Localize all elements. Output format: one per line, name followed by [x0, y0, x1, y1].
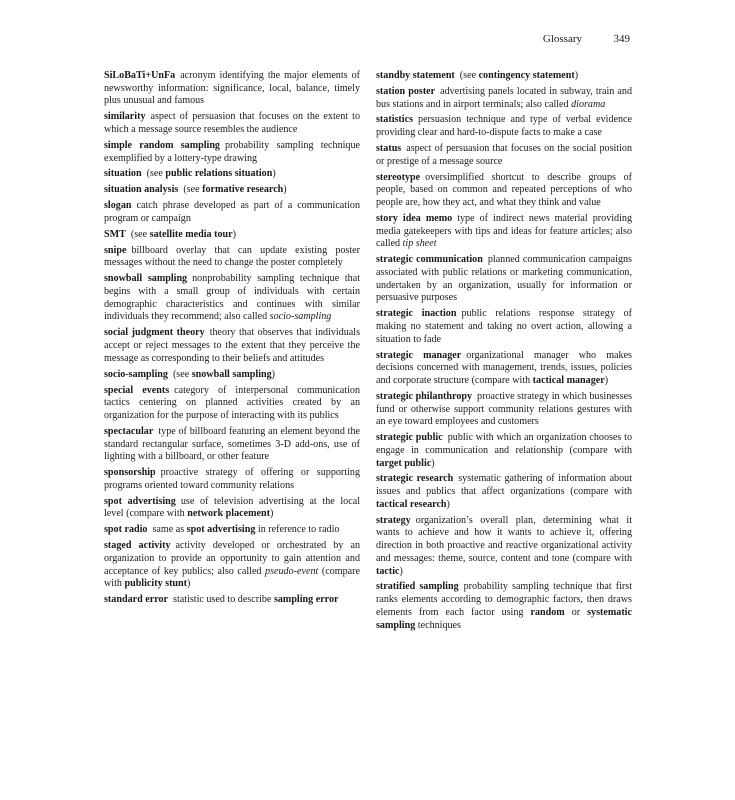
definition-text: public relations response strategy of making no statement and taking no overt action, allowing a situation to fade	[376, 308, 632, 345]
glossary-entry	[376, 254, 632, 305]
glossary-entry	[104, 229, 360, 242]
glossary-term: standard error	[104, 594, 169, 606]
definition-text: oversimplified shortcut to describe groups of people, based on common and repeated perceptions of who people are, how they act, and what they think and value	[376, 171, 632, 209]
glossary-entry	[376, 515, 632, 579]
definition-text: aspect of persuasion that focuses on the extent to which a message source resembles the audience	[104, 111, 360, 135]
glossary-entry	[104, 70, 360, 108]
definition-text: )	[269, 508, 274, 520]
glossary-term: spot advertising	[104, 495, 176, 507]
cross-reference: target public	[376, 457, 432, 469]
glossary-term: spot radio	[104, 524, 148, 536]
glossary-entry	[104, 245, 360, 270]
glossary-entry	[104, 467, 360, 492]
alternate-term: tip sheet	[402, 238, 437, 250]
cross-reference: publicity stunt	[124, 578, 188, 590]
section-title: Glossary	[542, 33, 582, 45]
glossary-term: strategic public	[376, 432, 443, 444]
cross-reference: public relations situation	[165, 168, 273, 180]
cross-reference: tactic	[376, 565, 400, 577]
definition-text: )	[272, 168, 276, 180]
definition-text: nonprobability sampling technique that begins with a small group of individuals with certain demographic characteristics and continues with similar individuals they recommend; also called	[104, 273, 360, 323]
glossary-entry	[104, 111, 360, 136]
glossary-entry	[104, 594, 360, 607]
glossary-entry	[376, 70, 632, 83]
definition-text: (see	[459, 70, 479, 81]
cross-reference: systematic sampling	[376, 606, 632, 631]
glossary-term: spectacular	[104, 425, 154, 437]
definition-text: catch phrase developed as part of a communication program or campaign	[104, 200, 360, 224]
page-number: 349	[613, 33, 630, 45]
definition-text: advertising panels located in subway, train and bus stations and in airport terminals; also called	[376, 85, 632, 110]
glossary-entry	[376, 86, 632, 111]
glossary-term: story idea memo	[376, 212, 453, 224]
definition-text: in reference to radio	[255, 524, 340, 536]
definition-text: probability sampling technique exemplified by a lottery-type drawing	[104, 139, 360, 164]
glossary-term: strategic communication	[376, 254, 483, 266]
definition-text: )	[604, 374, 609, 386]
glossary-entry	[376, 172, 632, 210]
cross-reference: snowball sampling	[191, 368, 272, 380]
definition-text: (compare with	[104, 565, 360, 590]
definition-text: planned communication campaigns associated with public relations or marketing communication, undertaken by an organization, usually for information or persuasive purposes	[376, 254, 632, 304]
glossary-term: staged activity	[104, 540, 171, 552]
glossary-term: statistics	[376, 114, 414, 126]
glossary-term: situation analysis	[104, 184, 179, 196]
glossary-term: snipe	[104, 244, 127, 256]
definition-text: billboard overlay that can update existing poster messages without the need to change the poster completely	[104, 244, 360, 269]
definition-text: (see	[130, 228, 150, 240]
glossary-entry	[376, 473, 632, 511]
glossary-column-left	[104, 70, 360, 610]
cross-reference: satellite media tour	[149, 228, 233, 240]
definition-text: public with which an organization chooses to engage in communication and relationship (compare with	[376, 432, 632, 456]
glossary-entry	[104, 168, 360, 181]
glossary-column-right	[376, 70, 632, 635]
glossary-entry	[104, 273, 360, 324]
cross-reference: network placement	[187, 508, 270, 520]
glossary-entry	[104, 327, 360, 365]
definition-text: )	[446, 498, 450, 510]
definition-text: )	[431, 457, 435, 469]
definition-text: )	[283, 184, 287, 196]
alternate-term: pseudo-event	[265, 565, 319, 577]
cross-reference: random	[530, 606, 565, 618]
definition-text: (see	[172, 368, 192, 380]
glossary-entry	[104, 426, 360, 464]
glossary-term: SMT	[104, 228, 126, 240]
glossary-term: socio-sampling	[104, 368, 168, 380]
alternate-term: socio-sampling	[269, 311, 332, 323]
glossary-term: strategic philanthropy	[376, 390, 473, 402]
definition-text: type of indirect news material providing media gatekeepers with tips and ideas for feature articles; also called	[376, 212, 632, 250]
definition-text: techniques	[415, 619, 461, 631]
glossary-term: status	[376, 143, 402, 155]
definition-text: theory that observes that individuals accept or reject messages to the extent that they perceive the message as corresponding to their beliefs and attitudes	[104, 327, 360, 364]
glossary-term: strategy	[376, 514, 411, 526]
definition-text: same as	[152, 524, 187, 536]
definition-text: persuasion technique and type of verbal evidence providing clear and hard-to-dispute facts to make a case	[376, 114, 632, 139]
glossary-entry	[376, 143, 632, 168]
cross-reference: formative research	[202, 184, 284, 196]
definition-text: acronym identifying the major elements of newsworthy information: significance, local, balance, timely plus unusual and famous	[104, 70, 360, 107]
definition-text: proactive strategy of offering or supporting programs oriented toward community relations	[104, 467, 360, 491]
glossary-term: station poster	[376, 85, 436, 97]
glossary-entry	[104, 200, 360, 225]
definition-text: activity developed or orchestrated by an organization to provide an opportunity to gain attention and acceptance of key publics; also called	[104, 540, 361, 577]
running-header	[380, 33, 630, 49]
glossary-entry	[104, 524, 360, 537]
glossary-entry	[104, 540, 360, 591]
cross-reference: tactical manager	[532, 374, 605, 386]
glossary-entry	[104, 140, 360, 165]
glossary-term: strategic manager	[376, 349, 462, 361]
glossary-term: strategic inaction	[376, 308, 457, 320]
definition-text: )	[574, 70, 579, 81]
glossary-term: stratified sampling	[376, 581, 459, 593]
glossary-term: snowball sampling	[104, 273, 188, 285]
definition-text: or	[564, 606, 588, 618]
cross-reference: tactical research	[376, 498, 447, 510]
definition-text: )	[271, 368, 276, 380]
definition-text: type of billboard featuring an element beyond the standard rectangular surface, sometimes 3-D add-ons, use of lighting with a billboard, or other feature	[104, 425, 360, 463]
definition-text: )	[187, 578, 191, 590]
definition-text: (see	[183, 184, 203, 196]
cross-reference: contingency statement	[478, 70, 575, 81]
glossary-term: simple random sampling	[104, 139, 220, 151]
definition-text: )	[232, 228, 237, 240]
glossary-entry	[376, 432, 632, 470]
glossary-term: similarity	[104, 111, 146, 123]
glossary-entry	[104, 496, 360, 521]
definition-text: proactive strategy in which businesses fund or otherwise support community relations gestures with an eye toward employees and customers	[376, 390, 632, 428]
alternate-term: diorama	[571, 98, 606, 110]
definition-text: aspect of persuasion that focuses on the social position or prestige of a message source	[376, 143, 632, 167]
glossary-entry	[104, 369, 360, 382]
definition-text: )	[399, 565, 403, 577]
definition-text: statistic used to describe	[173, 594, 274, 606]
glossary-entry	[104, 385, 360, 423]
glossary-term: stereotype	[376, 171, 421, 183]
definition-text: use of television advertising at the local level (compare with	[104, 495, 360, 520]
definition-text: systematic gathering of information about issues and publics that affect organizations (compare with	[376, 473, 632, 498]
definition-text: category of interpersonal communication tactics centering on planned activities created by an organization for the purpose of interacting with its publics	[104, 384, 360, 421]
cross-reference: sampling error	[273, 594, 339, 606]
definition-text: (see	[146, 168, 166, 180]
glossary-term: special events	[104, 384, 170, 396]
glossary-entry	[376, 114, 632, 139]
glossary-entry	[376, 391, 632, 429]
glossary-term: social judgment theory	[104, 327, 205, 339]
glossary-entry	[376, 213, 632, 251]
definition-text: organization’s overall plan, determining what it wants to achieve and how it wants to achieve it, offering direction in both proactive and reactive organizational activity and messages: theme, source, content and tone (compare with	[376, 514, 632, 564]
glossary-entry	[376, 350, 632, 388]
glossary-entry	[376, 308, 632, 346]
glossary-term: sponsorship	[104, 467, 156, 479]
definition-text: probability sampling technique that first ranks elements according to demographic factors, then draws elements from each factor using	[376, 581, 633, 618]
glossary-entry	[376, 581, 632, 632]
glossary-term: SiLoBaTi+UnFa	[104, 70, 176, 81]
glossary-term: slogan	[104, 200, 132, 212]
glossary-term: standby statement	[376, 70, 455, 81]
glossary-entry	[104, 184, 360, 197]
glossary-term: situation	[104, 168, 142, 180]
glossary-term: strategic research	[376, 473, 454, 485]
definition-text: organizational manager who makes decisions concerned with management, trends, issues, policies and corporate structure (compare with	[376, 349, 632, 386]
cross-reference: spot advertising	[186, 524, 256, 536]
